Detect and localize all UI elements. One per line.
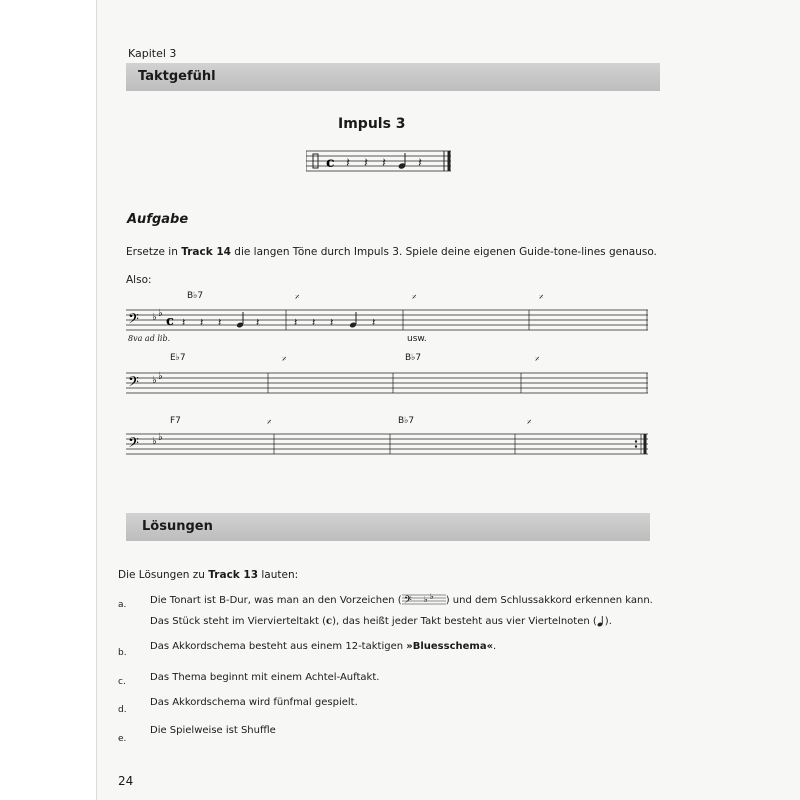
answer-text: Das Stück steht im Viervierteltakt ( — [150, 616, 327, 627]
flat-icon: ♭ — [158, 371, 163, 382]
loesungen-intro — [118, 569, 298, 581]
bass-clef-icon: 𝄢 — [128, 435, 139, 455]
quarter-rest-icon: 𝄽 — [346, 156, 350, 171]
answer-a-line2 — [150, 615, 612, 627]
quarter-rest-icon: 𝄽 — [330, 316, 334, 329]
track-ref: Track 13 — [208, 569, 259, 581]
quarter-note-icon — [597, 615, 605, 627]
flat-icon: ♭ — [158, 308, 163, 319]
track-ref: Track 14 — [181, 246, 231, 258]
answer-text: Die Tonart ist B-Dur, was man an den Vorzeichen ( — [150, 595, 402, 606]
answer-text: . — [493, 641, 497, 652]
usw-label: usw. — [407, 334, 427, 344]
item-letter: b. — [118, 648, 127, 658]
quarter-rest-icon: 𝄽 — [382, 156, 386, 171]
quarter-rest-icon: 𝄽 — [294, 316, 298, 329]
repeat-bar-sign: 𝄎 — [412, 293, 417, 303]
aufgabe-instruction — [126, 246, 657, 258]
intro-text: Die Lösungen zu — [118, 569, 209, 581]
common-time-icon: c — [326, 155, 335, 171]
quarter-rest-icon: 𝄽 — [218, 316, 222, 329]
chord-symbol: E♭7 — [170, 353, 186, 363]
chapter-label: Kapitel 3 — [128, 47, 177, 60]
repeat-bar-sign: 𝄎 — [527, 418, 532, 428]
svg-text:♭: ♭ — [423, 595, 428, 604]
common-time-symbol: c — [326, 616, 333, 627]
answer-d: Das Akkordschema wird fünfmal gespielt. — [150, 697, 358, 708]
key-signature-icon — [402, 593, 446, 607]
staff-row-2 — [126, 369, 650, 399]
section-bar-loesungen — [126, 513, 650, 541]
answer-a-line1 — [150, 593, 653, 607]
svg-text:𝄢: 𝄢 — [403, 594, 412, 607]
item-letter: a. — [118, 600, 127, 610]
repeat-bar-sign: 𝄎 — [267, 418, 272, 428]
repeat-bar-sign: 𝄎 — [535, 355, 540, 365]
also-label: Also: — [126, 274, 152, 286]
quarter-rest-icon: 𝄽 — [182, 316, 186, 329]
quarter-rest-icon: 𝄽 — [200, 316, 204, 329]
repeat-bar-sign: 𝄎 — [282, 355, 287, 365]
flat-icon: ♭ — [158, 432, 163, 443]
item-letter: e. — [118, 734, 127, 744]
answer-emphasis: »Bluesschema« — [406, 641, 494, 652]
quarter-rest-icon: 𝄽 — [256, 316, 260, 329]
answer-e: Die Spielweise ist Shuffle — [150, 725, 276, 736]
quarter-rest-icon: 𝄽 — [312, 316, 316, 329]
svg-text:♭: ♭ — [429, 593, 434, 601]
instruction-text: die langen Töne durch Impuls 3. Spiele deine eigenen Guide-tone-lines genauso. — [230, 246, 657, 258]
section-bar-taktgefuehl — [126, 63, 660, 91]
answer-text: ). — [604, 616, 612, 627]
answer-text: ), das heißt jeder Takt besteht aus vier Viertelnoten ( — [332, 616, 597, 627]
section-title: Taktgefühl — [138, 69, 216, 84]
chord-symbol: B♭7 — [398, 416, 415, 426]
quarter-rest-icon: 𝄽 — [418, 156, 422, 171]
flat-icon: ♭ — [152, 312, 157, 323]
instruction-text: Ersetze in — [126, 246, 182, 258]
chord-symbol: B♭7 — [187, 291, 204, 301]
impuls-rhythm-notation — [306, 146, 456, 176]
chord-symbol: F7 — [170, 416, 181, 426]
repeat-bar-sign: 𝄎 — [295, 293, 300, 303]
repeat-bar-sign: 𝄎 — [539, 293, 544, 303]
section-title: Lösungen — [142, 519, 213, 534]
staff-row-1 — [126, 306, 650, 336]
page-number: 24 — [118, 774, 134, 788]
intro-text: lauten: — [258, 569, 299, 581]
chord-symbol: B♭7 — [405, 353, 422, 363]
item-letter: d. — [118, 705, 127, 715]
staff-row-3 — [126, 430, 650, 460]
common-time-icon: c — [166, 314, 174, 329]
bass-clef-icon: 𝄢 — [128, 374, 139, 394]
answer-text: Das Akkordschema besteht aus einem 12-taktigen — [150, 641, 407, 652]
aufgabe-heading: Aufgabe — [127, 212, 189, 227]
impuls-title: Impuls 3 — [338, 116, 406, 132]
ottava-marking: 8va ad lib. — [128, 334, 171, 343]
flat-icon: ♭ — [152, 436, 157, 447]
answer-text: ) und dem Schlussakkord erkennen kann. — [445, 595, 653, 606]
answer-b — [150, 641, 496, 652]
answer-c: Das Thema beginnt mit einem Achtel-Auftakt. — [150, 672, 380, 683]
quarter-rest-icon: 𝄽 — [372, 316, 376, 329]
bass-clef-icon: 𝄢 — [128, 311, 139, 331]
item-letter: c. — [118, 677, 126, 687]
quarter-rest-icon: 𝄽 — [364, 156, 368, 171]
flat-icon: ♭ — [152, 375, 157, 386]
